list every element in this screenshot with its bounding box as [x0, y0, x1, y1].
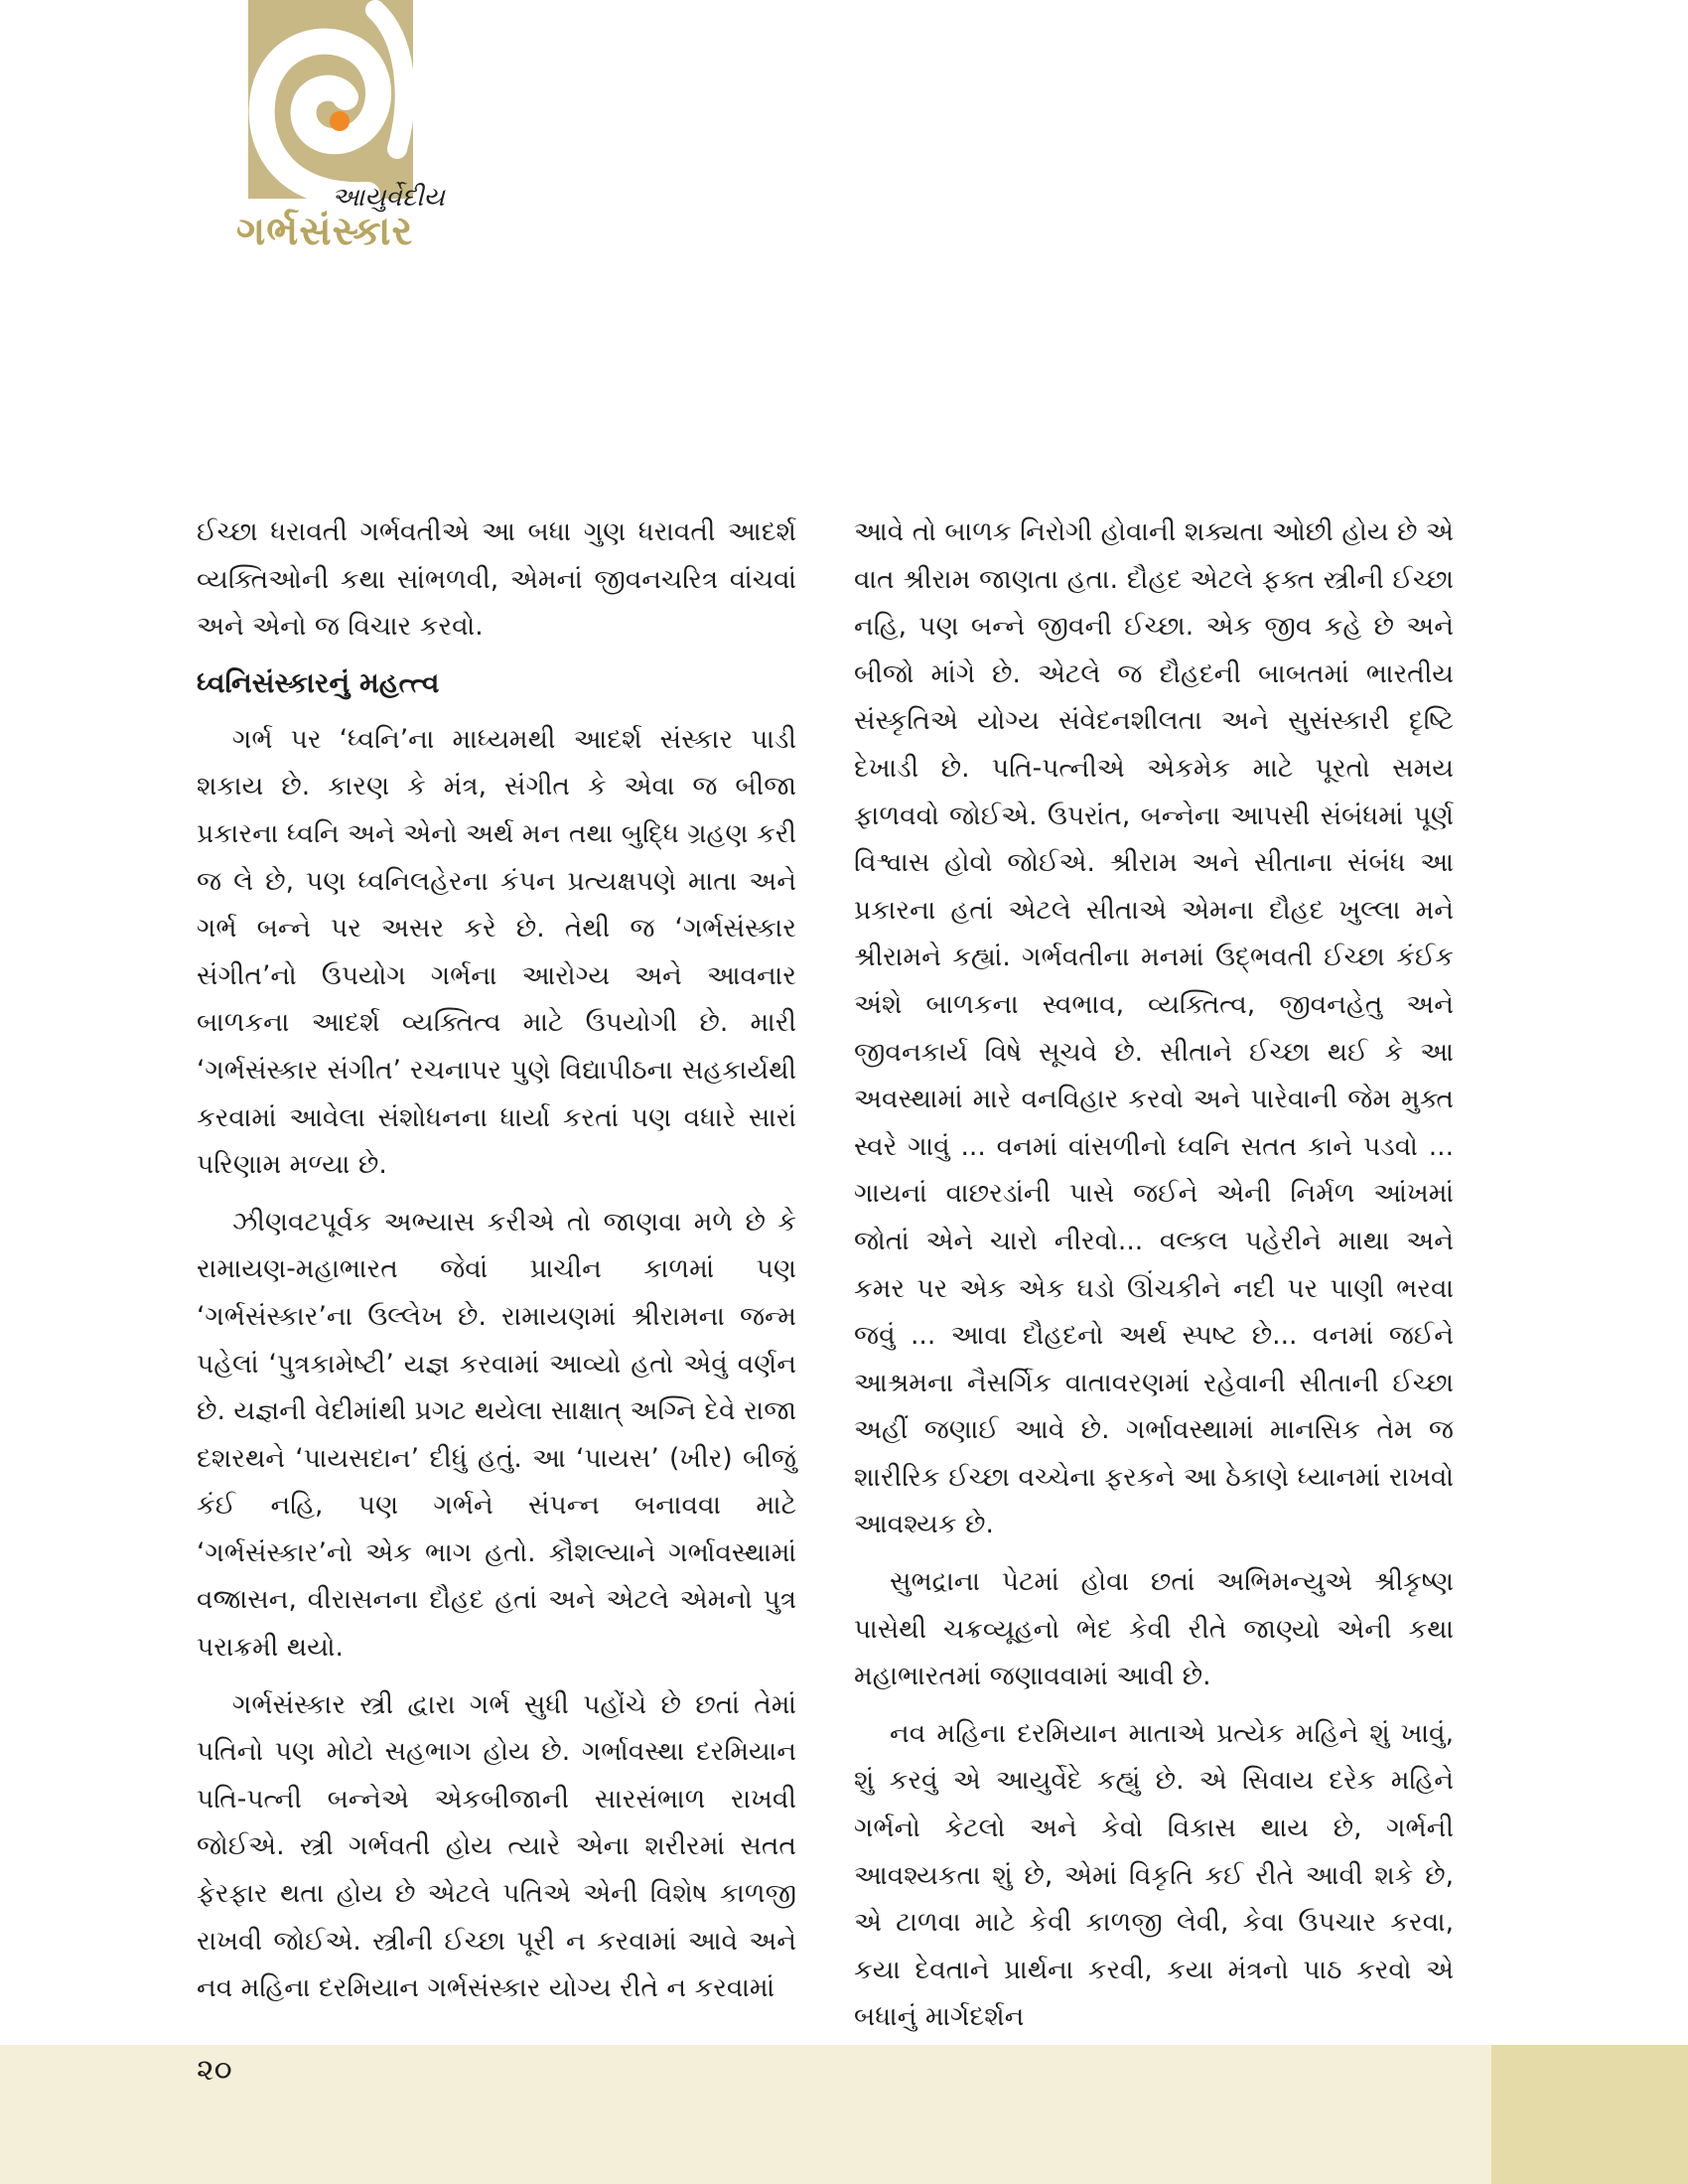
right-column [854, 509, 1454, 2051]
section-heading: ધ્વનિસંસ્કારનું મહત્ત્વ [197, 665, 440, 699]
orange-dot-icon [330, 111, 350, 131]
logo-swirl-block [248, 0, 413, 199]
page-number: ૨૦ [197, 2053, 232, 2088]
left-paragraph-2: ગર્ભ પર ‘ધ્વનિ’ના માધ્યમથી આદર્શ સંસ્કાર પાડી શકાય છે. કારણ કે મંત્ર, સંગીત કે એવા જ બીજા પ્રકારના ધ્વનિ અને એનો અર્થ મન તથા બુદ્ધિ ગ્રહણ કરી જ લે છે, પણ ધ્વનિલહેરના કંપન પ્રત્યક્ષપણે માતા અને ગર્ભ બન્ને પર અસર કરે છે. તેથી જ ‘ગર્ભસંસ્કાર સંગીત’નો ઉપયોગ ગર્ભના આરોગ્ય અને આવનાર બાળકના આદર્શ વ્યક્તિત્વ માટે ઉપયોગી છે. મારી ‘ગર્ભસંસ્કાર સંગીત’ રચનાપર પુણે વિદ્યાપીઠના સહકાર્યથી કરવામાં આવેલા સંશોધનના ધાર્યા કરતાં પણ વધારે સારાં પરિણામ મળ્યા છે. [197, 723, 796, 1181]
left-column [197, 509, 796, 2022]
right-paragraph-3: નવ મહિના દરમિયાન માતાએ પ્રત્યેક મહિને શું ખાવું, શું કરવું એ આયુર્વેદે કહ્યું છે. એ સિવાય દરેક મહિને ગર્ભનો કેટલો અને કેવો વિકાસ થાય છે, ગર્ભની આવશ્યકતા શું છે, એમાં વિકૃતિ કઈ રીતે આવી શકે છે, એ ટાળવા માટે કેવી કાળજી લેવી, કેવા ઉપચાર કરવા, કયા દેવતાને પ્રાર્થના કરવી, કયા મંત્રનો પાઠ કરવો એ બધાનું માર્ગદર્શન [854, 1717, 1454, 2033]
logo-subtitle: આયુર્વેદીય [332, 183, 445, 213]
left-paragraph-4: ગર્ભસંસ્કાર સ્ત્રી દ્વારા ગર્ભ સુધી પહોંચે છે છતાં તેમાં પતિનો પણ મોટો સહભાગ હોય છે. ગર્ભાવસ્થા દરમિયાન પતિ-પત્ની બન્નેએ એકબીજાની સારસંભાળ રાખવી જોઈએ. સ્ત્રી ગર્ભવતી હોય ત્યારે એના શરીરમાં સતત ફેરફાર થતા હોય છે એટલે પતિએ એની વિશેષ કાળજી રાખવી જોઈએ. સ્ત્રીની ઈચ્છા પૂરી ન કરવામાં આવે અને નવ મહિના દરમિયાન ગર્ભસંસ્કાર યોગ્ય રીતે ન કરવામાં [197, 1688, 796, 2004]
right-paragraph-1: આવે તો બાળક નિરોગી હોવાની શક્યતા ઓછી હોય છે એ વાત શ્રીરામ જાણતા હતા. દૌહદ એટલે ફક્ત સ્ત્રીની ઈચ્છા નહિ, પણ બન્ને જીવની ઈચ્છા. એક જીવ કહે છે અને બીજો માંગે છે. એટલે જ દૌહદની બાબતમાં ભારતીય સંસ્કૃતિએ યોગ્ય સંવેદનશીલતા અને સુસંસ્કારી દૃષ્ટિ દેખાડી છે. પતિ-પત્નીએ એકમેક માટે પૂરતો સમય ફાળવવો જોઈએ. ઉપરાંત, બન્નેના આપસી સંબંધમાં પૂર્ણ વિશ્વાસ હોવો જોઈએ. શ્રીરામ અને સીતાના સંબંધ આ પ્રકારના હતાં એટલે સીતાએ એમના દૌહદ ખુલ્લા મને શ્રીરામને કહ્યાં. ગર્ભવતીના મનમાં ઉદ્ભવતી ઈચ્છા કંઈક અંશે બાળકના સ્વભાવ, વ્યક્તિત્વ, જીવનહેતુ અને જીવનકાર્ય વિષે સૂચવે છે. સીતાને ઈચ્છા થઈ કે આ અવસ્થામાં મારે વનવિહાર કરવો અને પારેવાની જેમ મુક્ત સ્વરે ગાવું ... વનમાં વાંસળીનો ધ્વનિ સતત કાને પડવો ... ગાયનાં વાછરડાંની પાસે જઈને એની નિર્મળ આંખમાં જોતાં એને ચારો નીરવો... વલ્કલ પહેરીને માથા અને કમર પર એક એક ઘડો ઊંચકીને નદી પર પાણી ભરવા જવું ... આવા દૌહદનો અર્થ સ્પષ્ટ છે... વનમાં જઈને આશ્રમના નૈસર્ગિક વાતાવરણમાં રહેવાની સીતાની ઈચ્છા અહીં જણાઈ આવે છે. ગર્ભાવસ્થામાં માનસિક તેમ જ શારીરિક ઈચ્છા વચ્ચેના ફરકને આ ઠેકાણે ધ્યાનમાં રાખવો આવશ્યક છે. [854, 516, 1454, 1540]
book-logo [236, 0, 445, 268]
logo-title: ગર્ભસંસ્કાર [236, 209, 414, 254]
footer-band [0, 2045, 1688, 2184]
footer-side-block [1491, 2045, 1688, 2184]
left-paragraph-3: ઝીણવટપૂર્વક અભ્યાસ કરીએ તો જાણવા મળે છે કે રામાયણ-મહાભારત જેવાં પ્રાચીન કાળમાં પણ ‘ગર્ભસંસ્કાર’ના ઉલ્લેખ છે. રામાયણમાં શ્રીરામના જન્મ પહેલાં ‘પુત્રકામેષ્ટી’ યજ્ઞ કરવામાં આવ્યો હતો એવું વર્ણન છે. યજ્ઞની વેદીમાંથી પ્રગટ થયેલા સાક્ષાત્ અગ્નિ દેવે રાજા દશરથને ‘પાયસદાન’ દીધું હતું. આ ‘પાયસ’ (ખીર) બીજું કંઈ નહિ, પણ ગર્ભને સંપન્ન બનાવવા માટે ‘ગર્ભસંસ્કાર’નો એક ભાગ હતો. કૌશલ્યાને ગર્ભાવસ્થામાં વજ્રાસન, વીરાસનના દૌહદ હતાં અને એટલે એમનો પુત્ર પરાક્રમી થયો. [197, 1206, 797, 1664]
swirl-icon [248, 0, 413, 199]
right-paragraph-2: સુભદ્રાના પેટમાં હોવા છતાં અભિમન્યુએ શ્રીકૃષ્ણ પાસેથી ચક્રવ્યૂહનો ભેદ કેવી રીતે જાણ્યો એની કથા મહાભારતમાં જણાવવામાં આવી છે. [854, 1566, 1454, 1692]
left-paragraph-1: ઈચ્છા ધરાવતી ગર્ભવતીએ આ બધા ગુણ ધરાવતી આદર્શ વ્યક્તિઓની કથા સાંભળવી, એમનાં જીવનચરિત્ર વાંચવાં અને એનો જ વિચાર કરવો. [197, 516, 796, 643]
